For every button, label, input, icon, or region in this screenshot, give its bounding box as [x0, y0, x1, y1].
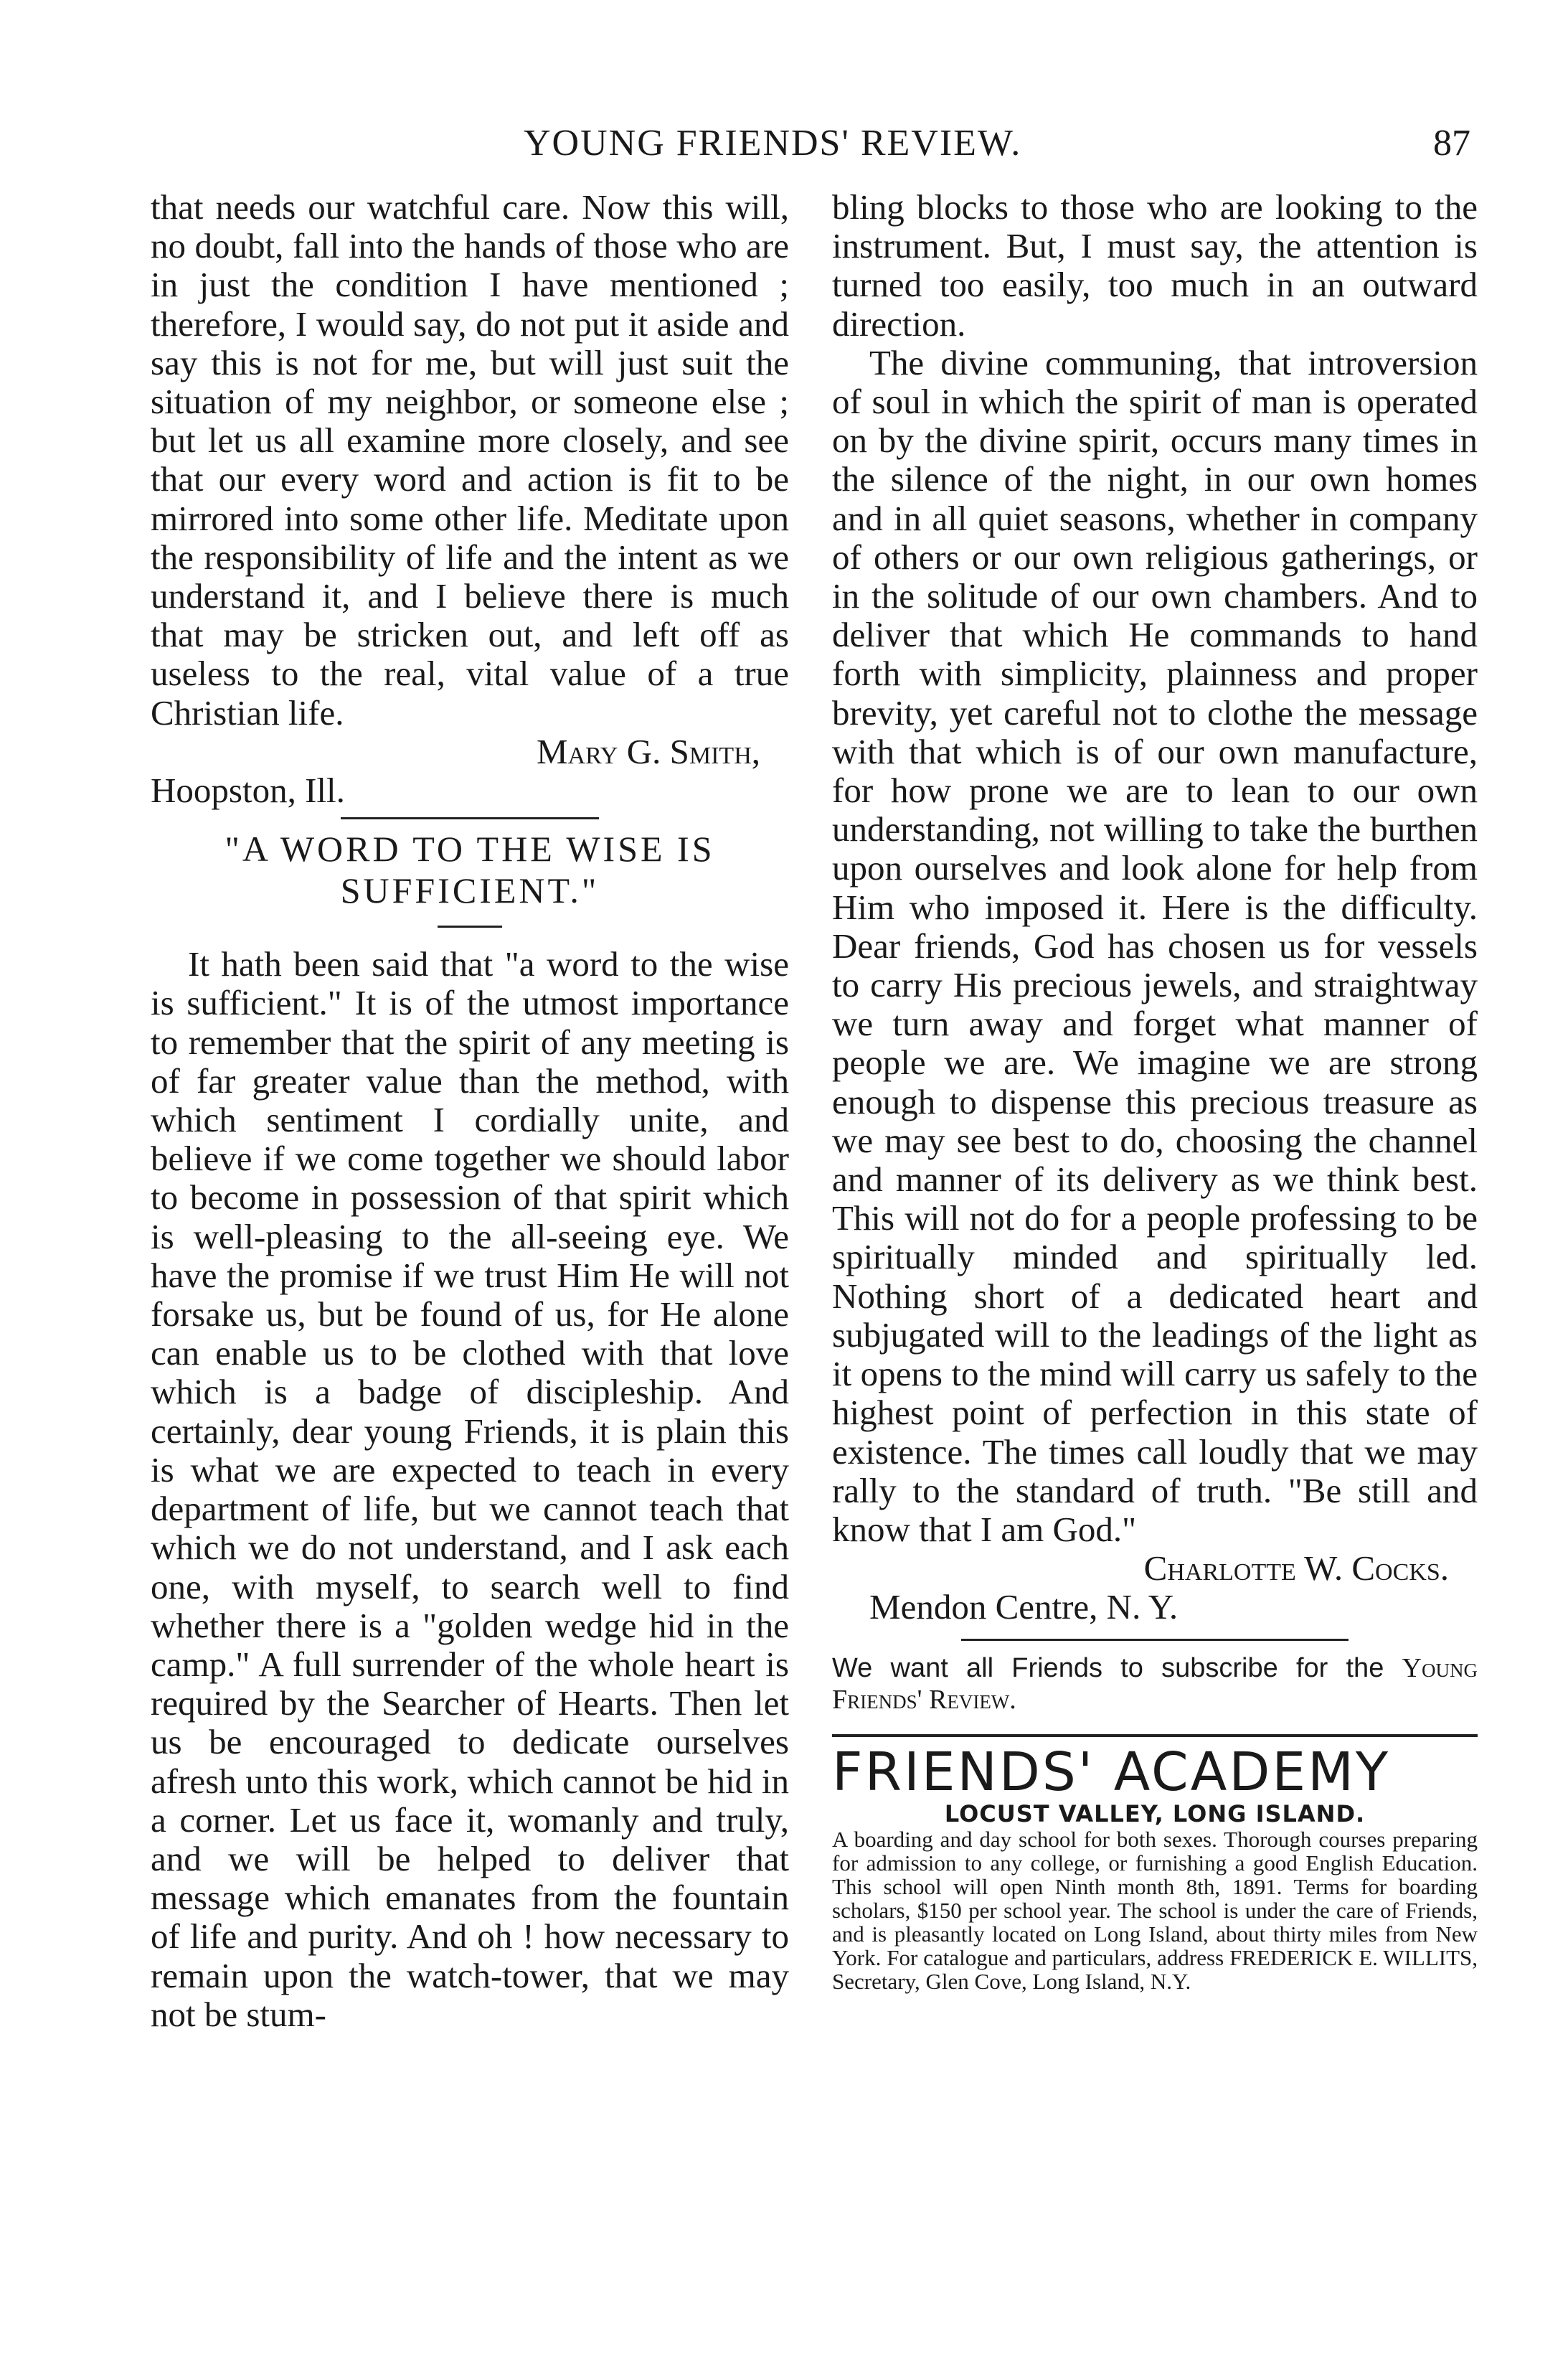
running-title: YOUNG FRIENDS' REVIEW.	[524, 123, 1022, 164]
signature-name: Charlotte W. Cocks.	[1143, 1548, 1449, 1589]
signature-place: Hoopston, Ill.	[151, 771, 345, 811]
signature-place: Mendon Centre, N. Y.	[869, 1587, 1179, 1627]
left-column	[151, 188, 789, 2034]
running-head	[151, 122, 1470, 172]
notice-title: Young Friends' Review.	[832, 1652, 1478, 1715]
article-body-paragraph: It hath been said that "a word to the wise is sufficient." It is of the utmost importance to remember that the spirit of any meeting is of far greater value than the method, with which sentiment I cordially unite, and believe if we come together we should labor to become in possession of that spirit which is well-pleasing to the all-seeing eye. We have the promise if we trust Him He will not forsake us, but be found of us, for He alone can enable us to be clothed with that love which is a badge of discipleship. And certainly, dear young Friends, it is plain this is what we are expected to teach in every department of life, but we cannot teach that which we do not understand, and I ask each one, with myself, to search well to find whether there is a "golden wedge hid in the camp." A full surrender of the whole heart is required by the Searcher of Hearts. Then let us be encouraged to dedicate ourselves afresh unto this work, which cannot be hid in a corner. Let us face it, womanly and truly, and we will be helped to deliver that message which emanates from the fountain of life and purity. And oh ! how necessary to remain upon the watch-tower, that we may not be stum-	[151, 944, 789, 2034]
subscription-notice	[832, 1652, 1478, 1716]
page-number: 87	[1433, 123, 1470, 164]
academy-advertisement	[832, 1734, 1478, 1993]
section-divider	[961, 1639, 1349, 1641]
article-continuation-paragraph: that needs our watchful care. Now this will, no doubt, fall into the hands of those who are in just the condition I have mentioned ; therefore, I would say, do not put it aside and say this is not for me, but will just suit the situation of my neighbor, or someone else ; but let us all examine more closely, and see that our every word and action is fit to be mirrored into some other life. Meditate upon the responsibility of life and the intent as we understand it, and I believe there is much that may be stricken out, and left off as useless to the real, vital value of a true Christian life.	[151, 187, 789, 733]
article-body-paragraph-2: The divine communing, that introversion of soul in which the spirit of man is operated on by the divine spirit, occurs many times in the silence of the night, in our own homes and in all quiet seasons, whether in company of others or our own religious gatherings, or in the solitude of our own chambers. And to deliver that which He commands to hand forth with simplicity, plainness and proper brevity, yet careful not to clothe the message with that which is of our own manufacture, for how prone we are to lean to our own understanding, not willing to take the burthen upon ourselves and look alone for help from Him who imposed it. Here is the difficulty. Dear friends, God has chosen us for vessels to carry His precious jewels, and straightway we turn away and forget what manner of people we are. We imagine we are strong enough to dispense this precious treasure as we may see best to do, choosing the channel and manner of its delivery as we think best. This will not do for a people professing to be spiritually minded and spiritually led. Nothing short of a dedicated heart and subjugated will to the leadings of the light as it opens to the mind will carry us safely to the highest point of perfection in this state of existence. The times call loudly that we may rally to the standard of truth. "Be still and know that I am God."	[832, 342, 1478, 1549]
notice-text: We want all Friends to subscribe for the	[832, 1652, 1384, 1683]
article-title-line-1: "A WORD TO THE WISE IS	[225, 829, 715, 870]
ad-title: FRIENDS' ACADEMY	[832, 1741, 1391, 1803]
article-title-line-2: SUFFICIENT."	[340, 870, 600, 911]
title-divider	[438, 926, 502, 928]
right-column	[832, 188, 1478, 1993]
ad-body: A boarding and day school for both sexes. Thorough courses preparing for admission to any college, or furnishing a good English Education. This school will open Ninth month 8th, 1891. Terms for boarding scholars, $150 per school year. The school is under the care of Friends, and is pleasantly located on Long Island, about thirty miles from New York. For catalogue and particulars, address FREDERICK E. WILLITS, Secretary, Glen Cove, Long Island, N.Y.	[832, 1826, 1478, 1994]
ad-subtitle: LOCUST VALLEY, LONG ISLAND.	[944, 1799, 1366, 1827]
section-divider	[341, 817, 599, 819]
article-body-paragraph-continued: bling blocks to those who are looking to the instrument. But, I must say, the attention is turned too easily, too much in an outward direction.	[832, 187, 1478, 344]
signature-name: Mary G. Smith,	[537, 731, 760, 771]
